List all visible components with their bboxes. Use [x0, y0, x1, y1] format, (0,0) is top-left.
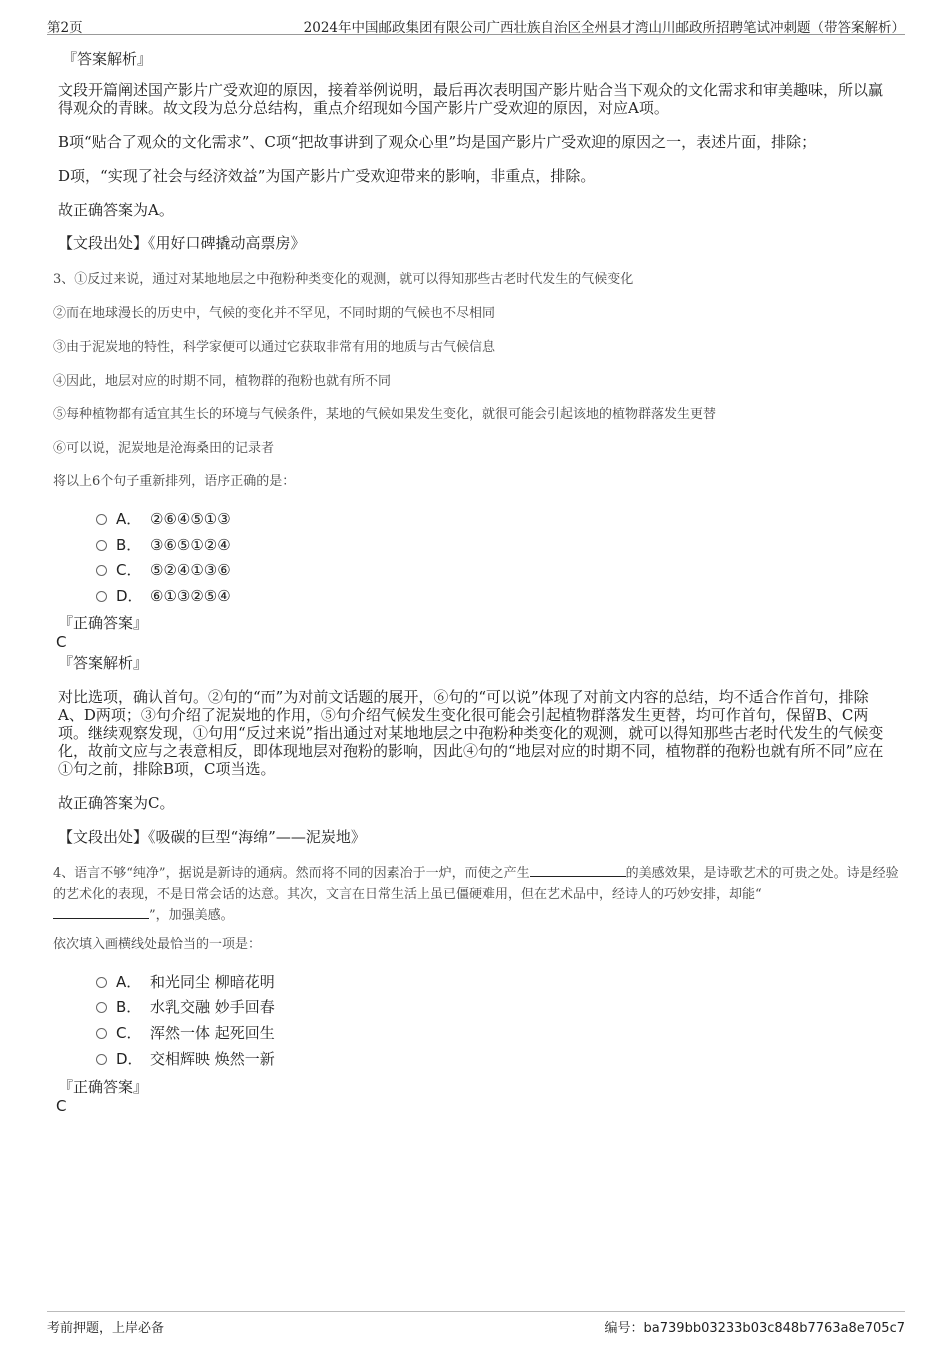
- q2-source: 【文段出处】《用好口碑撬动高票房》: [58, 234, 306, 252]
- document-title: 2024年中国邮政集团有限公司广西壮族自治区全州县才湾山川邮政所招聘笔试冲刺题（带答案解析）: [303, 20, 905, 36]
- page-number: 第2页: [47, 20, 83, 36]
- q4-option-b[interactable]: B． 水乳交融 妙手回春: [96, 997, 275, 1017]
- q4-answer-title: 『正确答案』: [58, 1078, 149, 1096]
- q3-sentence-6: ⑥可以说，泥炭地是沧海桑田的记录者: [53, 441, 275, 456]
- radio-button[interactable]: [96, 591, 107, 602]
- page-footer: [47, 1311, 905, 1334]
- footer-slogan: 考前押题，上岸必备: [47, 1321, 165, 1336]
- q3-prompt: 将以上6个句子重新排列，语序正确的是：: [53, 474, 296, 489]
- q2-analysis-title: 『答案解析』: [62, 50, 153, 68]
- q4-option-d[interactable]: D． 交相辉映 焕然一新: [96, 1049, 275, 1069]
- q3-sentence-1: 3、①反过来说，通过对某地地层之中孢粉种类变化的观测，就可以得知那些古老时代发生的气候变化: [53, 272, 634, 287]
- blank-1: [530, 864, 626, 877]
- blank-2: [53, 906, 149, 919]
- q3-option-d[interactable]: D． ⑥①③②⑤④: [96, 586, 231, 606]
- q3-option-a[interactable]: A． ②⑥④⑤①③: [96, 509, 231, 529]
- q3-option-c[interactable]: C． ⑤②④①③⑥: [96, 560, 231, 580]
- radio-button[interactable]: [96, 1054, 107, 1065]
- radio-button[interactable]: [96, 1028, 107, 1039]
- q4-stem: 4、语言不够“纯净”，据说是新诗的通病。然而将不同的因素冶于一炉，而使之产生 的美感效果，是诗歌艺术的可贵之处。诗是经验的艺术化的表现，不是日常会话的达意。其次，文言在日常生活上虽已僵硬难用，但在艺术品中，经诗人的巧妙安排，却能“ ”，加强美感。: [53, 866, 899, 923]
- q3-answer: C: [56, 633, 67, 651]
- q2-analysis-p3: D项，“实现了社会与经济效益”为国产影片广受欢迎带来的影响，非重点，排除。: [58, 167, 596, 185]
- q2-analysis-p4: 故正确答案为A。: [58, 201, 174, 219]
- radio-button[interactable]: [96, 514, 107, 525]
- footer-code: 编号：ba739bb03233b03c848b7763a8e705c7: [604, 1321, 905, 1336]
- q3-answer-title: 『正确答案』: [58, 614, 149, 632]
- q3-sentence-2: ②而在地球漫长的历史中，气候的变化并不罕见，不同时期的气候也不尽相同: [53, 306, 496, 321]
- q4-prompt: 依次填入画横线处最恰当的一项是：: [53, 937, 262, 952]
- q2-analysis-p1: 文段开篇阐述国产影片广受欢迎的原因，接着举例说明，最后再次表明国产影片贴合当下观众的文化需求和审美趣味，所以赢得观众的青睐。故文段为总分总结构，重点介绍现如今国产影片广受欢迎的原因，对应A项。: [58, 81, 884, 117]
- radio-button[interactable]: [96, 1002, 107, 1013]
- q4-option-a[interactable]: A． 和光同尘 柳暗花明: [96, 972, 275, 992]
- q4-answer: C: [56, 1097, 67, 1115]
- page-header: [47, 14, 905, 35]
- q4-option-c[interactable]: C． 浑然一体 起死回生: [96, 1023, 275, 1043]
- q3-analysis-title: 『答案解析』: [58, 654, 149, 672]
- q3-sentence-3: ③由于泥炭地的特性，科学家便可以通过它获取非常有用的地质与古气候信息: [53, 340, 496, 355]
- radio-button[interactable]: [96, 565, 107, 576]
- q3-source: 【文段出处】《吸碳的巨型“海绵”——泥炭地》: [58, 828, 366, 846]
- radio-button[interactable]: [96, 977, 107, 988]
- q3-sentence-4: ④因此，地层对应的时期不同，植物群的孢粉也就有所不同: [53, 374, 392, 389]
- q3-analysis-p2: 故正确答案为C。: [58, 794, 175, 812]
- q3-analysis-p1: 对比选项，确认首句。②句的“而”为对前文话题的展开，⑥句的“可以说”体现了对前文内容的总结，均不适合作首句，排除A、D两项；③句介绍了泥炭地的作用，⑤句介绍气候发生变化很可能会引起植物群落发生更替，均可作首句，保留B、C两项。继续观察发现，①句用“反过来说”指出通过对某地地层之中孢粉种类变化的观测，就可以得知那些古老时代发生的气候变化，故前文应与之表意相反，即体现地层对孢粉的影响，因此④句的“地层对应的时期不同，植物群的孢粉也就有所不同”应在①句之前，排除B项，C项当选。: [58, 688, 884, 778]
- q2-analysis-p2: B项“贴合了观众的文化需求”、C项“把故事讲到了观众心里”均是国产影片广受欢迎的原因之一，表述片面，排除；: [58, 133, 817, 151]
- q3-sentence-5: ⑤每种植物都有适宜其生长的环境与气候条件，某地的气候如果发生变化，就很可能会引起该地的植物群落发生更替: [53, 407, 717, 422]
- q3-option-b[interactable]: B． ③⑥⑤①②④: [96, 535, 231, 555]
- radio-button[interactable]: [96, 540, 107, 551]
